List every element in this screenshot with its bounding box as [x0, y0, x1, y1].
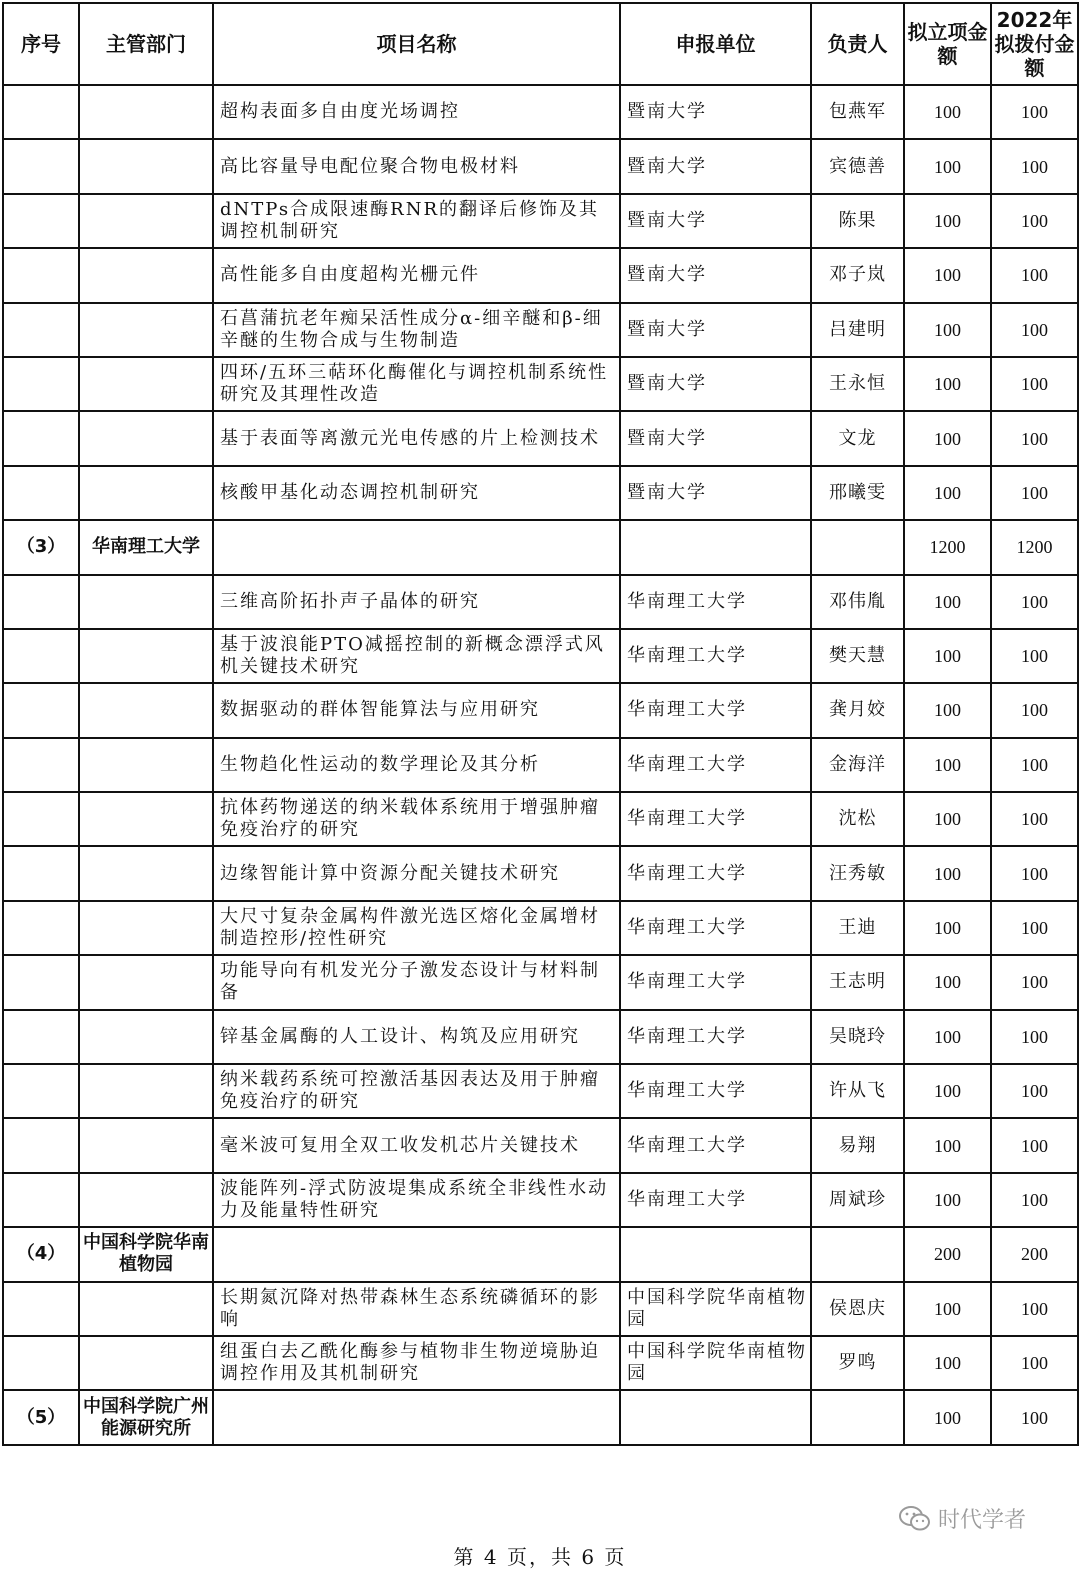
cell-pay: 100	[991, 303, 1078, 357]
cell-seq	[3, 792, 79, 846]
cell-person: 包燕军	[811, 85, 904, 139]
cell-dept	[79, 357, 213, 411]
cell-pay: 100	[991, 683, 1078, 737]
cell-person: 王志明	[811, 955, 904, 1009]
cell-seq	[3, 1010, 79, 1064]
table-row	[3, 248, 1078, 302]
cell-amount: 100	[904, 846, 991, 900]
cell-dept	[79, 1336, 213, 1390]
cell-dept: 中国科学院广州能源研究所	[79, 1390, 213, 1444]
cell-person: 沈松	[811, 792, 904, 846]
cell-dept	[79, 1173, 213, 1227]
cell-dept	[79, 1064, 213, 1118]
cell-pay: 100	[991, 629, 1078, 683]
cell-unit: 暨南大学	[620, 194, 811, 248]
table-row	[3, 738, 1078, 792]
table-row	[3, 955, 1078, 1009]
cell-amount: 100	[904, 411, 991, 465]
cell-project: 毫米波可复用全双工收发机芯片关键技术	[213, 1118, 620, 1172]
cell-unit: 暨南大学	[620, 139, 811, 193]
cell-person: 周斌珍	[811, 1173, 904, 1227]
cell-pay: 100	[991, 1064, 1078, 1118]
cell-unit: 华南理工大学	[620, 629, 811, 683]
cell-pay: 100	[991, 194, 1078, 248]
cell-amount: 100	[904, 194, 991, 248]
cell-unit: 华南理工大学	[620, 1173, 811, 1227]
cell-unit: 暨南大学	[620, 357, 811, 411]
cell-unit: 华南理工大学	[620, 846, 811, 900]
cell-project: 抗体药物递送的纳米载体系统用于增强肿瘤免疫治疗的研究	[213, 792, 620, 846]
cell-unit: 中国科学院华南植物园	[620, 1282, 811, 1336]
table-row	[3, 575, 1078, 629]
cell-project: 基于波浪能PTO减摇控制的新概念漂浮式风机关键技术研究	[213, 629, 620, 683]
table-row	[3, 683, 1078, 737]
cell-seq	[3, 411, 79, 465]
cell-amount: 100	[904, 1064, 991, 1118]
cell-seq	[3, 248, 79, 302]
cell-unit: 暨南大学	[620, 85, 811, 139]
cell-seq	[3, 738, 79, 792]
cell-project: 石菖蒲抗老年痴呆活性成分α-细辛醚和β-细辛醚的生物合成与生物制造	[213, 303, 620, 357]
table-row	[3, 629, 1078, 683]
cell-pay: 100	[991, 575, 1078, 629]
cell-person: 陈果	[811, 194, 904, 248]
cell-person: 龚月姣	[811, 683, 904, 737]
cell-project: 长期氮沉降对热带森林生态系统磷循环的影响	[213, 1282, 620, 1336]
cell-project: 边缘智能计算中资源分配关键技术研究	[213, 846, 620, 900]
table-row	[3, 357, 1078, 411]
cell-dept	[79, 1010, 213, 1064]
cell-seq	[3, 1064, 79, 1118]
cell-seq	[3, 955, 79, 1009]
cell-project: 纳米载药系统可控激活基因表达及用于肿瘤免疫治疗的研究	[213, 1064, 620, 1118]
cell-amount: 100	[904, 792, 991, 846]
cell-unit: 暨南大学	[620, 411, 811, 465]
cell-seq	[3, 683, 79, 737]
header-amount: 拟立项金额	[904, 3, 991, 85]
cell-dept	[79, 575, 213, 629]
cell-unit: 华南理工大学	[620, 1010, 811, 1064]
cell-dept	[79, 683, 213, 737]
cell-amount: 100	[904, 901, 991, 955]
cell-amount: 100	[904, 1010, 991, 1064]
group-row	[3, 1227, 1078, 1281]
cell-pay: 100	[991, 1390, 1078, 1444]
cell-pay: 100	[991, 1118, 1078, 1172]
cell-pay: 200	[991, 1227, 1078, 1281]
cell-pay: 100	[991, 1010, 1078, 1064]
cell-pay: 100	[991, 1173, 1078, 1227]
table-row	[3, 1064, 1078, 1118]
table-row	[3, 1282, 1078, 1336]
cell-amount: 100	[904, 85, 991, 139]
cell-amount: 100	[904, 1282, 991, 1336]
cell-pay: 100	[991, 901, 1078, 955]
cell-seq	[3, 194, 79, 248]
cell-person: 邓子岚	[811, 248, 904, 302]
cell-dept: 中国科学院华南植物园	[79, 1227, 213, 1281]
header-project: 项目名称	[213, 3, 620, 85]
page-footer: 第 4 页，共 6 页	[453, 1545, 627, 1569]
table-row	[3, 303, 1078, 357]
cell-dept	[79, 955, 213, 1009]
cell-dept	[79, 901, 213, 955]
cell-amount: 100	[904, 955, 991, 1009]
cell-dept	[79, 85, 213, 139]
watermark	[898, 1503, 1026, 1534]
cell-unit	[620, 1390, 811, 1444]
cell-person	[811, 520, 904, 574]
cell-dept	[79, 466, 213, 520]
cell-project: 数据驱动的群体智能算法与应用研究	[213, 683, 620, 737]
cell-person	[811, 1390, 904, 1444]
cell-pay: 100	[991, 411, 1078, 465]
cell-unit	[620, 1227, 811, 1281]
table-row	[3, 846, 1078, 900]
cell-amount: 100	[904, 629, 991, 683]
cell-unit: 暨南大学	[620, 466, 811, 520]
cell-unit: 华南理工大学	[620, 901, 811, 955]
table-row	[3, 1010, 1078, 1064]
cell-person: 金海洋	[811, 738, 904, 792]
cell-seq	[3, 1118, 79, 1172]
cell-unit	[620, 520, 811, 574]
cell-project: dNTPs合成限速酶RNR的翻译后修饰及其调控机制研究	[213, 194, 620, 248]
cell-seq	[3, 901, 79, 955]
table-row	[3, 792, 1078, 846]
cell-dept	[79, 846, 213, 900]
cell-dept	[79, 248, 213, 302]
cell-pay: 100	[991, 466, 1078, 520]
cell-person: 罗鸣	[811, 1336, 904, 1390]
cell-project: 高性能多自由度超构光栅元件	[213, 248, 620, 302]
cell-project: 功能导向有机发光分子激发态设计与材料制备	[213, 955, 620, 1009]
cell-person: 王永恒	[811, 357, 904, 411]
table-row	[3, 411, 1078, 465]
table-row	[3, 1118, 1078, 1172]
group-row	[3, 520, 1078, 574]
cell-amount: 100	[904, 139, 991, 193]
header-pay: 2022年拟拨付金额	[991, 3, 1078, 85]
cell-dept	[79, 629, 213, 683]
cell-pay: 100	[991, 248, 1078, 302]
table-row	[3, 466, 1078, 520]
cell-seq	[3, 85, 79, 139]
header-unit: 申报单位	[620, 3, 811, 85]
cell-person	[811, 1227, 904, 1281]
cell-project	[213, 520, 620, 574]
cell-unit: 暨南大学	[620, 248, 811, 302]
cell-unit: 华南理工大学	[620, 575, 811, 629]
cell-person: 邢曦雯	[811, 466, 904, 520]
header-person: 负责人	[811, 3, 904, 85]
cell-amount: 100	[904, 738, 991, 792]
cell-amount: 100	[904, 683, 991, 737]
header-row	[3, 3, 1078, 85]
table-row	[3, 139, 1078, 193]
cell-unit: 华南理工大学	[620, 1118, 811, 1172]
table-row	[3, 1173, 1078, 1227]
cell-person: 吕建明	[811, 303, 904, 357]
cell-pay: 100	[991, 738, 1078, 792]
cell-person: 汪秀敏	[811, 846, 904, 900]
cell-seq	[3, 357, 79, 411]
cell-seq	[3, 1336, 79, 1390]
cell-amount: 100	[904, 1173, 991, 1227]
cell-person: 侯恩庆	[811, 1282, 904, 1336]
cell-project: 高比容量导电配位聚合物电极材料	[213, 139, 620, 193]
cell-amount: 1200	[904, 520, 991, 574]
cell-unit: 华南理工大学	[620, 792, 811, 846]
group-row	[3, 1390, 1078, 1444]
table-body	[3, 85, 1078, 1445]
cell-dept	[79, 411, 213, 465]
cell-person: 许从飞	[811, 1064, 904, 1118]
cell-dept	[79, 194, 213, 248]
cell-unit: 华南理工大学	[620, 1064, 811, 1118]
cell-dept	[79, 303, 213, 357]
cell-project: 超构表面多自由度光场调控	[213, 85, 620, 139]
cell-unit: 华南理工大学	[620, 955, 811, 1009]
cell-person: 樊天慧	[811, 629, 904, 683]
cell-seq	[3, 303, 79, 357]
table-row	[3, 1336, 1078, 1390]
cell-person: 易翔	[811, 1118, 904, 1172]
cell-dept: 华南理工大学	[79, 520, 213, 574]
cell-unit: 暨南大学	[620, 303, 811, 357]
cell-pay: 100	[991, 955, 1078, 1009]
cell-pay: 100	[991, 1336, 1078, 1390]
cell-unit: 中国科学院华南植物园	[620, 1336, 811, 1390]
cell-project	[213, 1227, 620, 1281]
wechat-icon	[898, 1505, 932, 1533]
cell-project: 四环/五环三萜环化酶催化与调控机制系统性研究及其理性改造	[213, 357, 620, 411]
cell-amount: 100	[904, 357, 991, 411]
cell-pay: 100	[991, 85, 1078, 139]
cell-seq	[3, 846, 79, 900]
cell-unit: 华南理工大学	[620, 738, 811, 792]
cell-pay: 100	[991, 846, 1078, 900]
cell-pay: 100	[991, 1282, 1078, 1336]
cell-amount: 100	[904, 1118, 991, 1172]
cell-seq: （4）	[3, 1227, 79, 1281]
cell-project: 生物趋化性运动的数学理论及其分析	[213, 738, 620, 792]
cell-seq: （5）	[3, 1390, 79, 1444]
cell-dept	[79, 1282, 213, 1336]
cell-project	[213, 1390, 620, 1444]
cell-unit: 华南理工大学	[620, 683, 811, 737]
table-row	[3, 194, 1078, 248]
cell-amount: 100	[904, 1390, 991, 1444]
cell-project: 波能阵列-浮式防波堤集成系统全非线性水动力及能量特性研究	[213, 1173, 620, 1227]
cell-dept	[79, 738, 213, 792]
cell-project: 基于表面等离激元光电传感的片上检测技术	[213, 411, 620, 465]
cell-project: 三维高阶拓扑声子晶体的研究	[213, 575, 620, 629]
cell-person: 王迪	[811, 901, 904, 955]
cell-pay: 100	[991, 792, 1078, 846]
header-dept: 主管部门	[79, 3, 213, 85]
cell-person: 邓伟胤	[811, 575, 904, 629]
project-table	[2, 2, 1079, 1446]
cell-project: 组蛋白去乙酰化酶参与植物非生物逆境胁迫调控作用及其机制研究	[213, 1336, 620, 1390]
cell-pay: 100	[991, 357, 1078, 411]
cell-amount: 100	[904, 575, 991, 629]
cell-project: 核酸甲基化动态调控机制研究	[213, 466, 620, 520]
cell-amount: 200	[904, 1227, 991, 1281]
cell-amount: 100	[904, 1336, 991, 1390]
cell-project: 大尺寸复杂金属构件激光选区熔化金属增材制造控形/控性研究	[213, 901, 620, 955]
cell-amount: 100	[904, 466, 991, 520]
cell-seq: （3）	[3, 520, 79, 574]
cell-dept	[79, 139, 213, 193]
cell-person: 文龙	[811, 411, 904, 465]
cell-seq	[3, 575, 79, 629]
cell-person: 吴晓玲	[811, 1010, 904, 1064]
cell-dept	[79, 792, 213, 846]
cell-project: 锌基金属酶的人工设计、构筑及应用研究	[213, 1010, 620, 1064]
cell-amount: 100	[904, 248, 991, 302]
cell-pay: 100	[991, 139, 1078, 193]
cell-seq	[3, 466, 79, 520]
cell-seq	[3, 629, 79, 683]
cell-seq	[3, 1173, 79, 1227]
table-row	[3, 901, 1078, 955]
cell-pay: 1200	[991, 520, 1078, 574]
cell-seq	[3, 1282, 79, 1336]
watermark-text: 时代学者	[938, 1508, 1027, 1533]
cell-person: 宾德善	[811, 139, 904, 193]
header-seq: 序号	[3, 3, 79, 85]
table-row	[3, 85, 1078, 139]
cell-amount: 100	[904, 303, 991, 357]
cell-dept	[79, 1118, 213, 1172]
cell-seq	[3, 139, 79, 193]
